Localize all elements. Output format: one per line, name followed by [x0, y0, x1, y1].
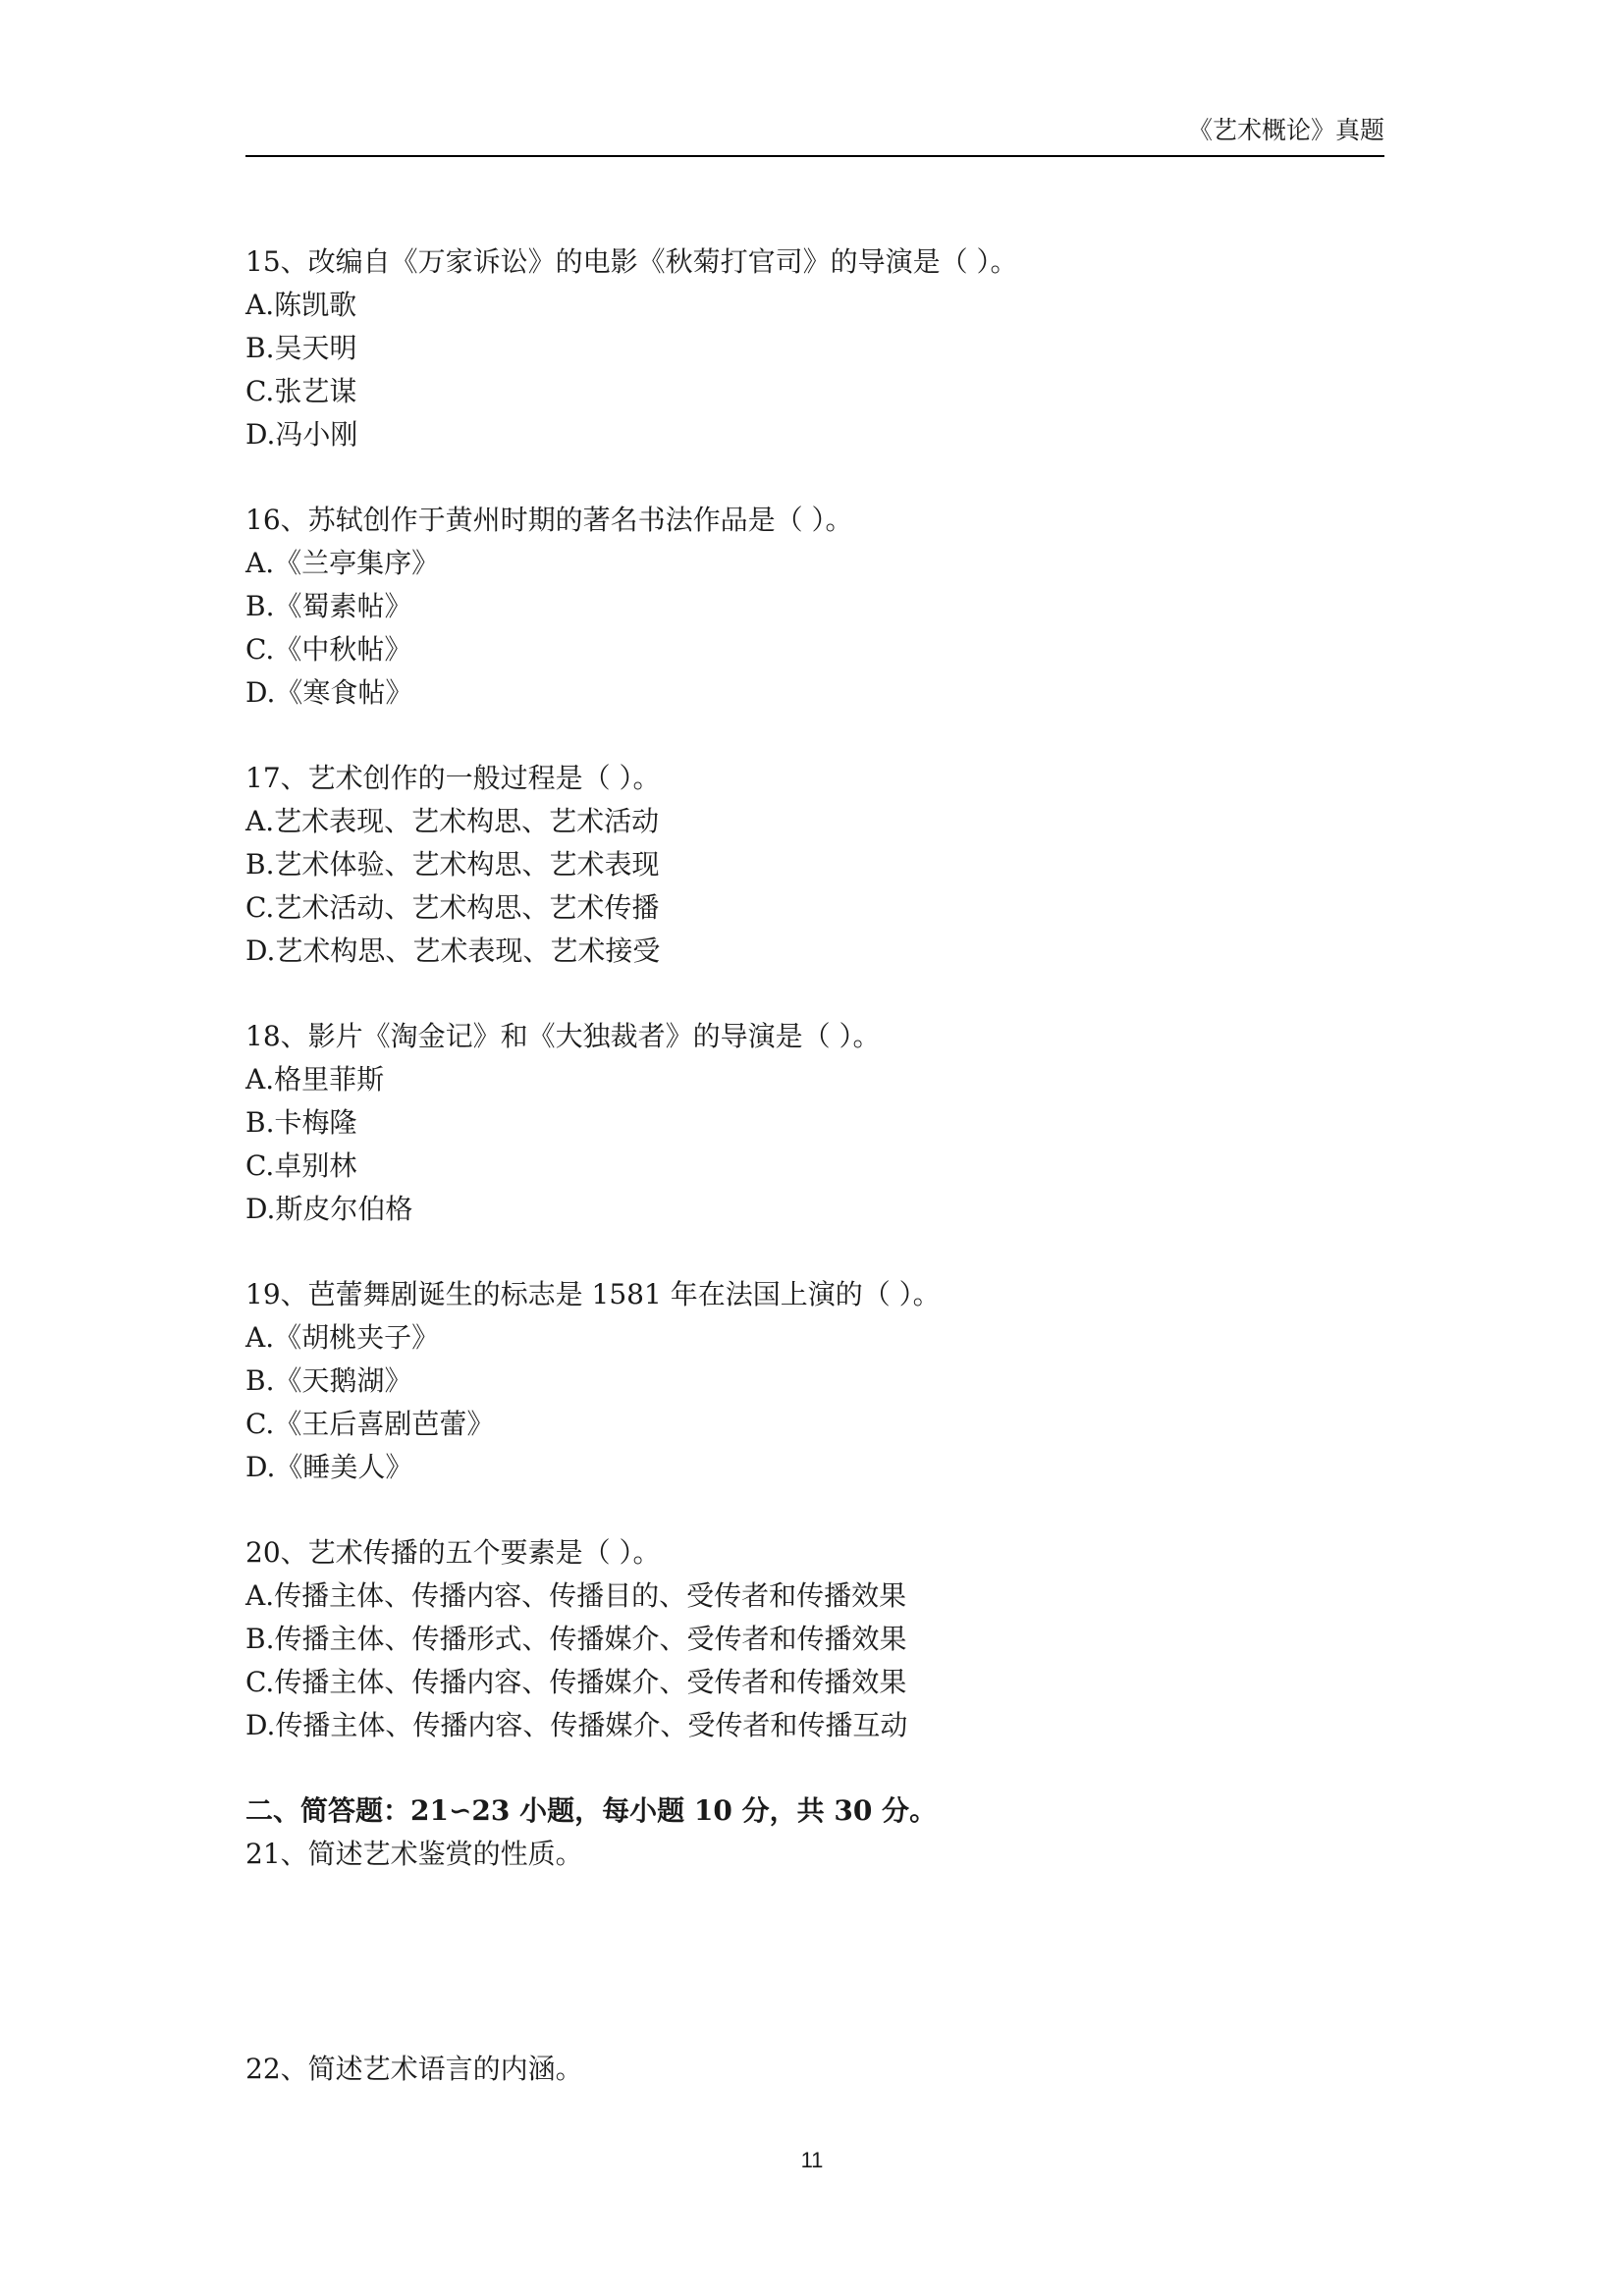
question-stem: 20、艺术传播的五个要素是（ ）。	[245, 1536, 661, 1569]
option-b: B.《天鹅湖》	[245, 1364, 412, 1397]
question-22: 22、简述艺术语言的内涵。	[245, 2053, 583, 2085]
option-c: C.卓别林	[245, 1149, 357, 1182]
option-a: A.传播主体、传播内容、传播目的、受传者和传播效果	[245, 1579, 907, 1612]
option-c: C.艺术活动、艺术构思、艺术传播	[245, 891, 660, 924]
option-c: C.张艺谋	[245, 375, 357, 407]
option-b: B.吴天明	[245, 332, 357, 364]
question-stem: 16、苏轼创作于黄州时期的著名书法作品是（ ）。	[245, 504, 853, 536]
question-stem: 19、芭蕾舞剧诞生的标志是 1581 年在法国上演的（ ）。	[245, 1278, 941, 1310]
option-a: A.《兰亭集序》	[245, 547, 440, 579]
option-b: B.《蜀素帖》	[245, 590, 412, 622]
question-19	[245, 1273, 1384, 1489]
option-d: D.传播主体、传播内容、传播媒介、受传者和传播互动	[245, 1709, 908, 1741]
option-d: D.艺术构思、艺术表现、艺术接受	[245, 934, 661, 967]
option-d: D.斯皮尔伯格	[245, 1193, 413, 1225]
option-d: D.冯小刚	[245, 418, 358, 451]
question-stem: 18、影片《淘金记》和《大独裁者》的导演是（ ）。	[245, 1020, 881, 1052]
header-title: 《艺术概论》真题	[1187, 116, 1384, 144]
question-stem: 17、艺术创作的一般过程是（ ）。	[245, 762, 661, 794]
page-header	[245, 116, 1384, 157]
option-b: B.艺术体验、艺术构思、艺术表现	[245, 848, 660, 881]
option-d: D.《睡美人》	[245, 1451, 413, 1483]
question-17	[245, 757, 1384, 973]
option-b: B.传播主体、传播形式、传播媒介、受传者和传播效果	[245, 1623, 907, 1655]
question-18	[245, 1015, 1384, 1231]
page-number: 11	[800, 2148, 824, 2172]
option-d: D.《寒食帖》	[245, 676, 413, 709]
question-stem: 15、改编自《万家诉讼》的电影《秋菊打官司》的导演是（ ）。	[245, 245, 1018, 278]
question-16	[245, 499, 1384, 715]
short-answer-section	[245, 1789, 1384, 2091]
option-b: B.卡梅隆	[245, 1106, 357, 1139]
section-heading: 二、简答题：21∽23 小题，每小题 10 分，共 30 分。	[245, 1794, 938, 1827]
question-20	[245, 1531, 1384, 1747]
option-a: A.陈凯歌	[245, 289, 357, 321]
option-c: C.《中秋帖》	[245, 633, 412, 666]
question-15	[245, 240, 1384, 456]
page-content	[245, 240, 1384, 2091]
option-c: C.《王后喜剧芭蕾》	[245, 1408, 495, 1440]
option-a: A.艺术表现、艺术构思、艺术活动	[245, 805, 660, 837]
option-a: A.《胡桃夹子》	[245, 1321, 440, 1354]
option-a: A.格里菲斯	[245, 1063, 385, 1095]
answer-space	[245, 1876, 1384, 2048]
option-c: C.传播主体、传播内容、传播媒介、受传者和传播效果	[245, 1666, 907, 1698]
question-21: 21、简述艺术鉴赏的性质。	[245, 1838, 583, 1870]
